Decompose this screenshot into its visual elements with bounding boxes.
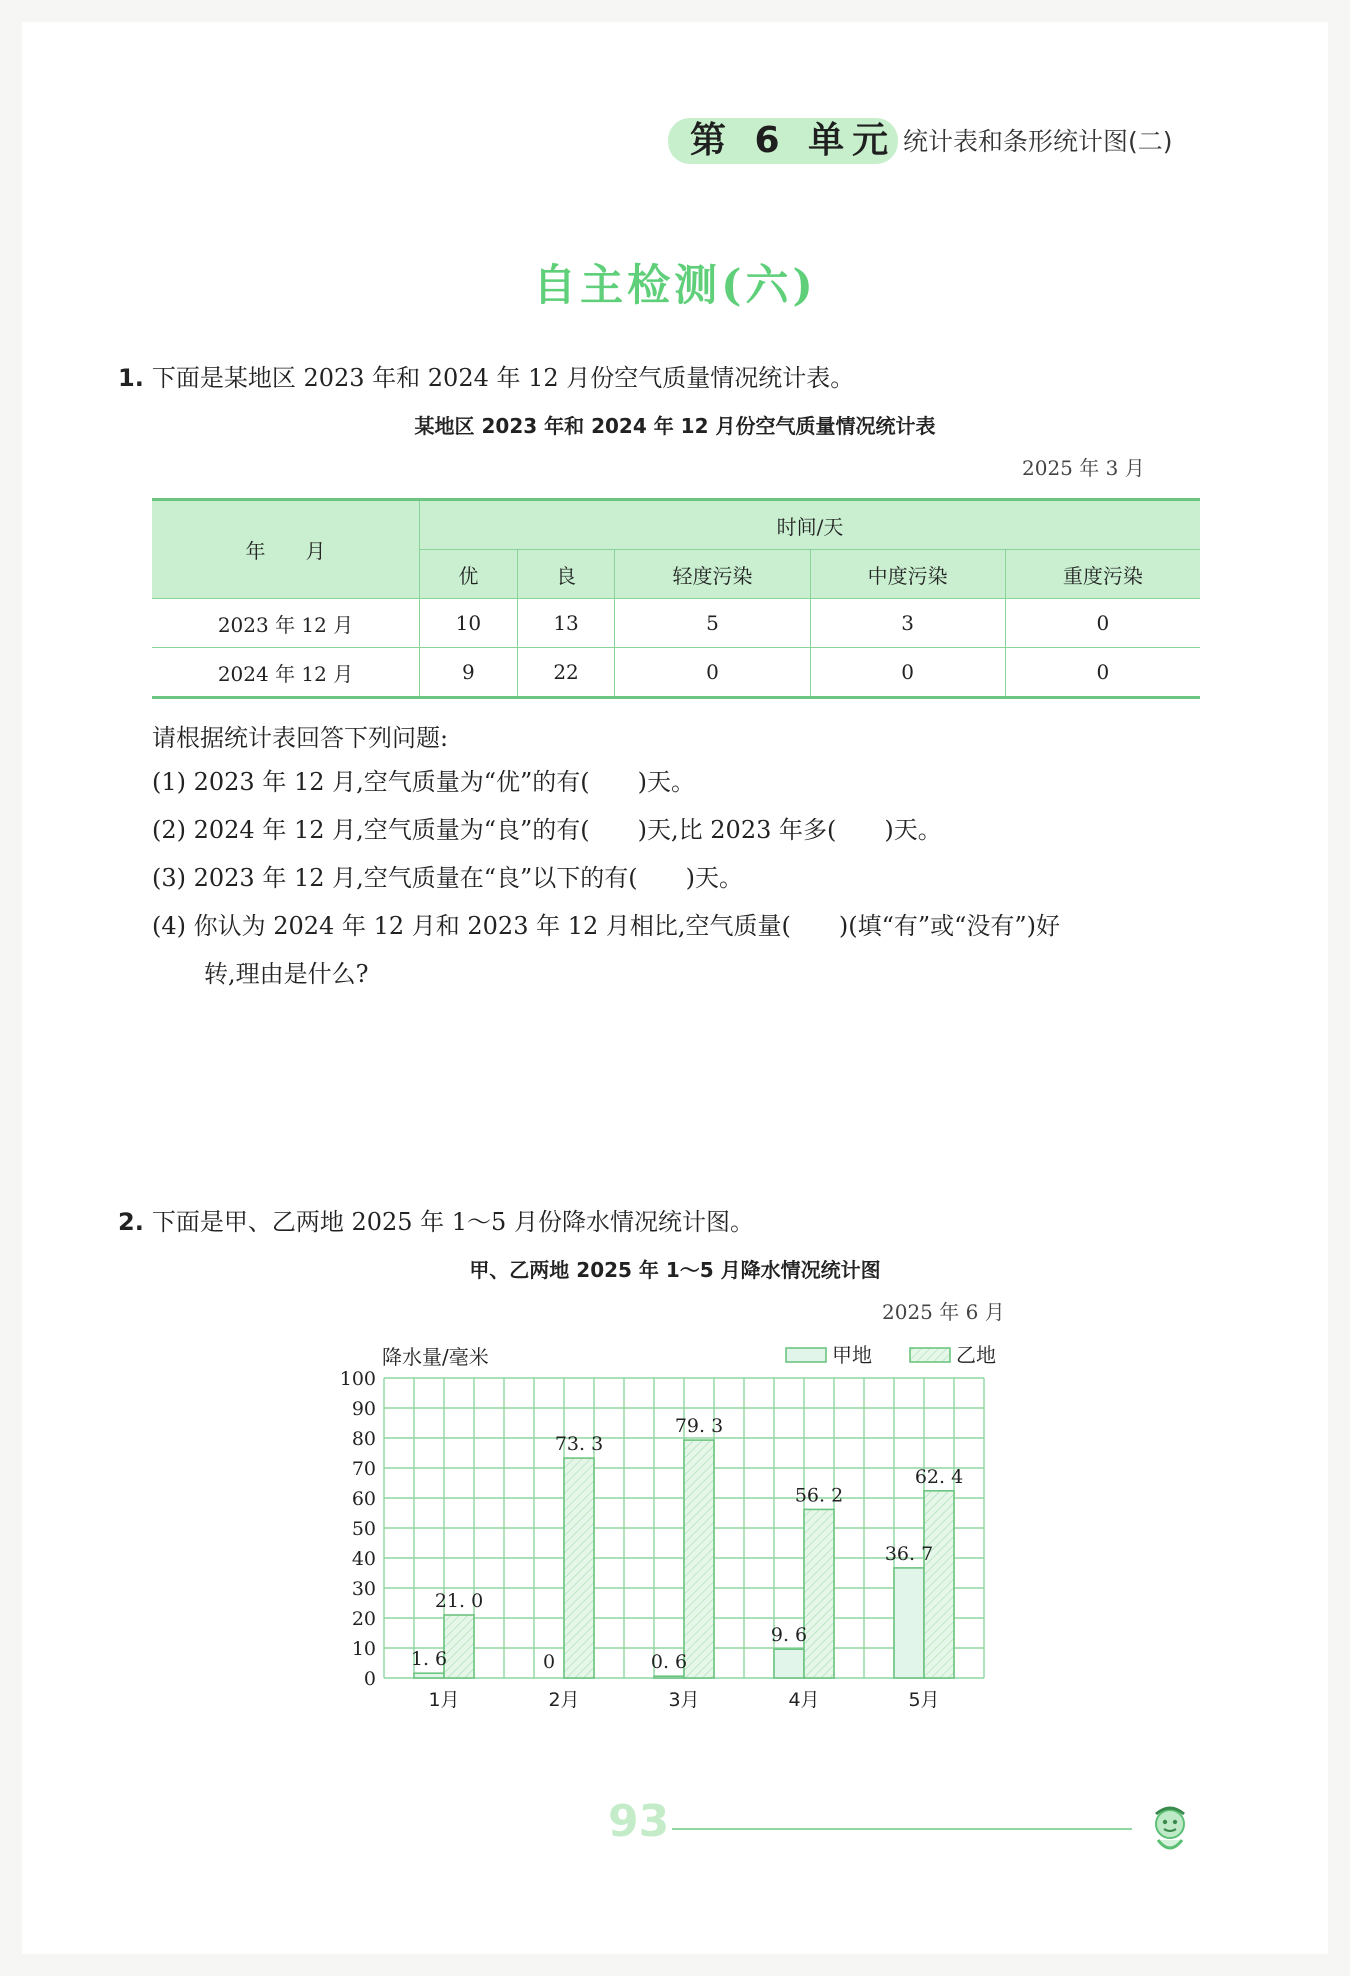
table-header-time: 时间/天 bbox=[420, 500, 1200, 550]
subquestion-2: (2) 2024 年 12 月,空气质量为“良”的有( )天,比 2023 年多( )天。 bbox=[152, 816, 942, 844]
table-cell: 0 bbox=[1005, 599, 1200, 648]
footer-line bbox=[672, 1828, 1132, 1830]
bar-yi bbox=[444, 1615, 474, 1678]
chart-date: 2025 年 6 月 bbox=[882, 1300, 1005, 1324]
test-title: 自主检测(六) bbox=[533, 261, 817, 311]
table-col-header: 轻度污染 bbox=[615, 550, 810, 599]
y-tick-label: 100 bbox=[339, 1368, 376, 1390]
chart-caption: 甲、乙两地 2025 年 1～5 月降水情况统计图 bbox=[469, 1258, 881, 1282]
bar-value-label: 0. 6 bbox=[650, 1651, 688, 1673]
table-date: 2025 年 3 月 bbox=[1022, 456, 1145, 480]
bar-jia bbox=[894, 1568, 924, 1678]
table-row-label: 2024 年 12 月 bbox=[152, 648, 420, 698]
y-axis-label: 降水量/毫米 bbox=[382, 1345, 489, 1369]
table-cell: 5 bbox=[615, 599, 810, 648]
y-tick-label: 50 bbox=[351, 1518, 376, 1540]
bar-jia bbox=[774, 1649, 804, 1678]
y-tick-label: 80 bbox=[351, 1428, 376, 1450]
table-cell: 10 bbox=[420, 599, 518, 648]
bar-value-label: 79. 3 bbox=[674, 1415, 724, 1438]
y-tick-label: 0 bbox=[363, 1668, 376, 1690]
x-tick-label: 4月 bbox=[788, 1689, 820, 1711]
unit-subtitle: 统计表和条形统计图(二) bbox=[903, 127, 1173, 156]
legend-swatch bbox=[910, 1348, 950, 1362]
instruction: 请根据统计表回答下列问题: bbox=[152, 724, 449, 752]
y-tick-label: 90 bbox=[351, 1398, 376, 1420]
bar-value-label: 56. 2 bbox=[794, 1484, 844, 1507]
legend-swatch bbox=[786, 1348, 826, 1362]
subquestion-1: (1) 2023 年 12 月,空气质量为“优”的有( )天。 bbox=[152, 768, 696, 796]
bar-value-label: 73. 3 bbox=[554, 1433, 604, 1456]
bar-value-label: 1. 6 bbox=[410, 1648, 448, 1671]
y-tick-label: 10 bbox=[351, 1638, 376, 1660]
table-row bbox=[152, 648, 1200, 698]
table-cell: 3 bbox=[810, 599, 1005, 648]
bar-yi bbox=[924, 1491, 954, 1678]
x-tick-label: 2月 bbox=[548, 1689, 580, 1711]
chart-bars bbox=[414, 1440, 954, 1678]
bar-value-label: 62. 4 bbox=[914, 1465, 964, 1488]
subquestion-4: (4) 你认为 2024 年 12 月和 2023 年 12 月相比,空气质量( )(填“有”或“没有”)好 bbox=[152, 912, 1061, 940]
question-2 bbox=[118, 1202, 754, 1237]
y-tick-label: 40 bbox=[351, 1548, 376, 1570]
unit-title: 第 6 单元 bbox=[690, 120, 897, 161]
bar-value-label: 0 bbox=[542, 1651, 556, 1673]
legend-label: 乙地 bbox=[956, 1343, 996, 1367]
bar-jia bbox=[654, 1676, 684, 1678]
question-2-number: 2. bbox=[118, 1208, 144, 1236]
table-title: 某地区 2023 年和 2024 年 12 月份空气质量情况统计表 bbox=[414, 414, 936, 438]
bar-value-label: 21. 0 bbox=[434, 1590, 484, 1612]
x-tick-label: 5月 bbox=[908, 1689, 940, 1711]
table-cell: 22 bbox=[517, 648, 615, 698]
y-tick-label: 20 bbox=[351, 1608, 376, 1630]
table-cell: 0 bbox=[615, 648, 810, 698]
subquestion-4-cont: 转,理由是什么? bbox=[204, 960, 369, 988]
table-col-header: 中度污染 bbox=[810, 550, 1005, 599]
table-col-header: 优 bbox=[420, 550, 518, 599]
page-number: 93 bbox=[608, 1796, 670, 1847]
question-1-prompt: 下面是某地区 2023 年和 2024 年 12 月份空气质量情况统计表。 bbox=[151, 364, 855, 392]
table-header-year-month: 年 月 bbox=[152, 500, 420, 599]
bar-yi bbox=[684, 1440, 714, 1678]
bar-yi bbox=[564, 1458, 594, 1678]
table-row bbox=[152, 599, 1200, 648]
table-row-label: 2023 年 12 月 bbox=[152, 599, 420, 648]
table-cell: 0 bbox=[810, 648, 1005, 698]
bar-jia bbox=[414, 1673, 444, 1678]
question-1-number: 1. bbox=[118, 364, 144, 392]
precipitation-chart bbox=[320, 1330, 1040, 1730]
mascot-icon bbox=[1140, 1800, 1200, 1860]
question-2-prompt: 下面是甲、乙两地 2025 年 1～5 月份降水情况统计图。 bbox=[151, 1208, 754, 1236]
x-tick-label: 1月 bbox=[428, 1689, 460, 1711]
bar-yi bbox=[804, 1509, 834, 1678]
table-col-header: 重度污染 bbox=[1005, 550, 1200, 599]
legend-label: 甲地 bbox=[832, 1343, 872, 1367]
y-tick-label: 70 bbox=[351, 1458, 376, 1480]
y-tick-label: 30 bbox=[351, 1578, 376, 1600]
x-tick-label: 3月 bbox=[668, 1689, 700, 1711]
subquestion-3: (3) 2023 年 12 月,空气质量在“良”以下的有( )天。 bbox=[152, 864, 744, 892]
table-cell: 0 bbox=[1005, 648, 1200, 698]
bar-value-label: 36. 7 bbox=[884, 1542, 934, 1565]
table-cell: 13 bbox=[517, 599, 615, 648]
table-col-header: 良 bbox=[517, 550, 615, 599]
chart-legend bbox=[786, 1343, 996, 1367]
bar-value-label: 9. 6 bbox=[770, 1624, 808, 1647]
air-quality-table bbox=[152, 498, 1200, 699]
y-tick-label: 60 bbox=[351, 1488, 376, 1510]
question-1 bbox=[118, 358, 854, 393]
table-cell: 9 bbox=[420, 648, 518, 698]
